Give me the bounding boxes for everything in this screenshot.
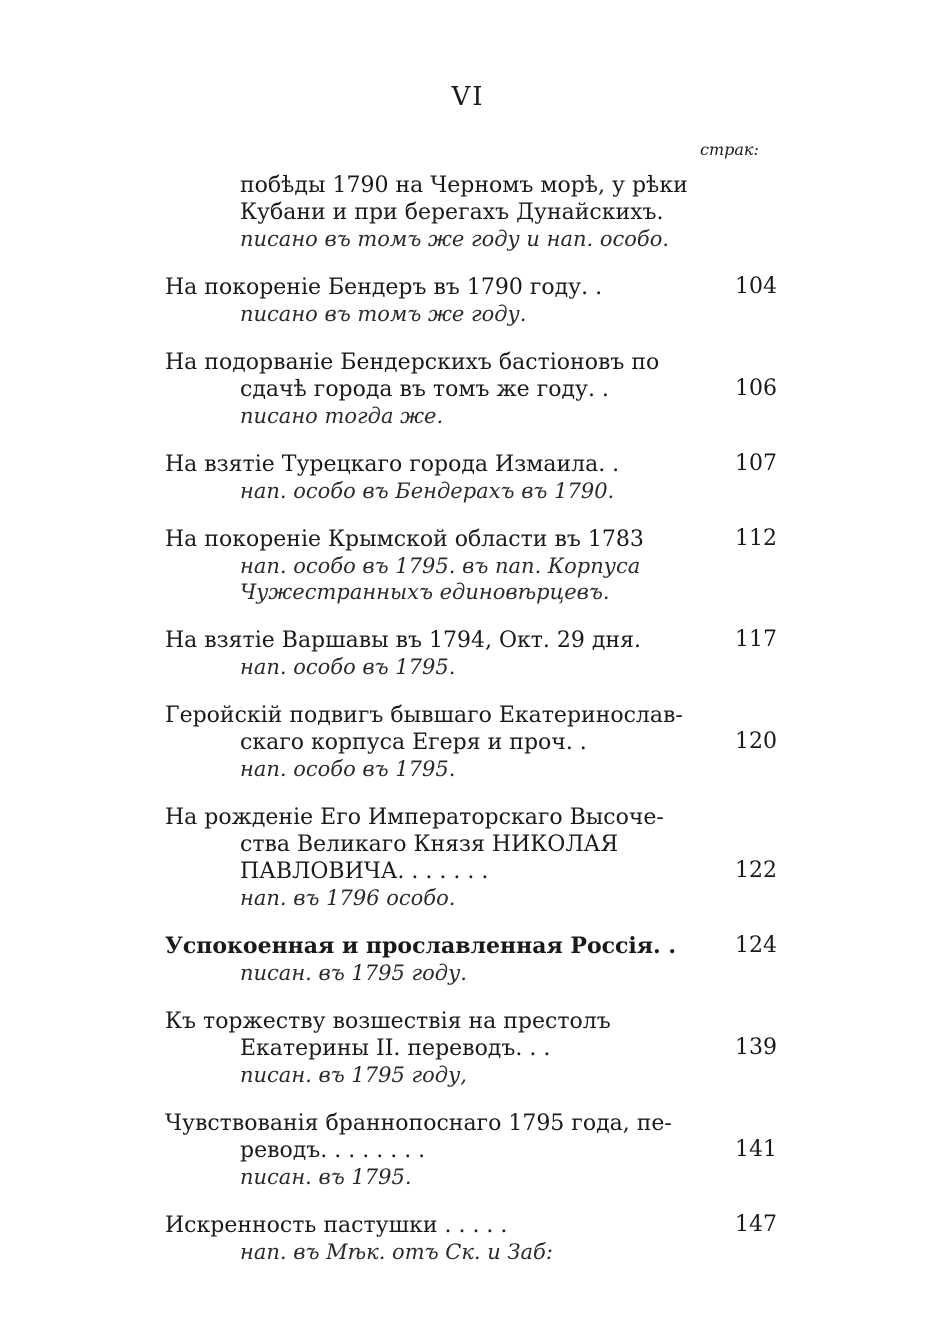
entry-note: нап. въ 1796 особо. <box>240 886 456 910</box>
toc-entry <box>165 933 777 986</box>
entry-title-line: На покореніе Бендеръ въ 1790 году. . <box>165 275 603 300</box>
entry-title <box>165 274 777 301</box>
entry-page-number: 141 <box>735 1137 777 1162</box>
entry-title <box>165 526 777 553</box>
entry-title-line: На рожденіе Его Императорскаго Высоче- <box>165 805 664 830</box>
entry-page-number: 120 <box>735 729 777 754</box>
entry-title-line: сдачѣ города въ томъ же году. . <box>240 377 609 402</box>
toc-entry <box>165 274 777 327</box>
entry-title <box>165 702 777 756</box>
toc-entry <box>165 451 777 504</box>
entry-title-line: На взятіе Варшавы въ 1794, Окт. 29 дня. <box>165 628 641 653</box>
entry-title <box>165 349 777 403</box>
entry-page-number: 117 <box>735 627 777 652</box>
entry-page-number: 122 <box>735 858 777 883</box>
entry-note: писан. въ 1795. <box>240 1165 412 1189</box>
toc-entry <box>165 627 777 680</box>
entry-title-line: Успокоенная и прославленная Россія. . <box>165 933 677 959</box>
entry-note: писан. въ 1795 году, <box>240 1063 467 1087</box>
entry-title-line: Чувствованія браннопоснаго 1795 года, пе- <box>165 1111 672 1136</box>
entry-title-line: Кубани и при берегахъ Дунайскихъ. <box>240 200 664 225</box>
entry-note: нап. особо въ 1795. <box>240 757 456 781</box>
entry-title-line: На покореніе Крымской области въ 1783 <box>165 527 644 552</box>
entry-page-number: 139 <box>735 1035 777 1060</box>
toc-entry <box>165 804 777 911</box>
entry-title-line: Геройскій подвигъ бывшаго Екатеринослав- <box>165 703 683 728</box>
entry-note: писано въ томъ же году. <box>240 302 527 326</box>
toc-entry <box>165 1008 777 1088</box>
entry-title <box>165 933 777 960</box>
entry-title-line: На взятіе Турецкаго города Измаила. . <box>165 452 620 477</box>
toc-entry <box>165 1110 777 1190</box>
entry-note: писано въ томъ же году и нап. особо. <box>240 227 670 251</box>
entry-title-line: побѣды 1790 на Черномъ морѣ, у рѣки <box>240 173 688 198</box>
entry-page-number: 104 <box>735 274 777 299</box>
entry-note: нап. особо въ Бендерахъ въ 1790. <box>240 479 615 503</box>
entry-title-line: Искренность пастушки . . . . . <box>165 1213 508 1238</box>
toc-entry <box>165 526 777 605</box>
toc-entry <box>165 349 777 429</box>
entry-note: писан. въ 1795 году. <box>240 961 467 985</box>
entry-page-number: 107 <box>735 451 777 476</box>
entry-title <box>165 627 777 654</box>
entry-note: нап. особо въ 1795. въ пап. Корпуса Чужестранныхъ единовѣрцевъ. <box>240 554 641 604</box>
entry-page-number: 147 <box>735 1212 777 1237</box>
entry-note: нап. особо въ 1795. <box>240 655 456 679</box>
table-of-contents <box>165 172 777 1287</box>
page-number: VI <box>451 82 485 112</box>
entry-title-line: Къ торжеству возшествія на престолъ <box>165 1009 611 1034</box>
entry-note: писано тогда же. <box>240 404 444 428</box>
entry-page-number: 124 <box>735 933 777 958</box>
page-column-label: страк: <box>700 140 759 159</box>
entry-title-line: На подорваніе Бендерскихъ бастіоновъ по <box>165 350 660 375</box>
entry-page-number: 112 <box>735 526 777 551</box>
entry-title <box>165 1110 777 1164</box>
entry-title-line: скаго корпуса Егеря и проч. . <box>240 730 587 755</box>
entry-title <box>165 1212 777 1239</box>
entry-title-line: ства Великаго Князя НИКОЛАЯ <box>240 832 619 857</box>
entry-title <box>165 451 777 478</box>
entry-title <box>165 172 777 226</box>
entry-note: нап. въ Мѣк. отъ Ск. и Заб: <box>240 1240 553 1264</box>
entry-title-line: Екатерины II. переводъ. . . <box>240 1036 551 1061</box>
entry-page-number: 106 <box>735 376 777 401</box>
toc-entry <box>165 702 777 782</box>
toc-entry <box>165 1212 777 1265</box>
entry-title-line: ПАВЛОВИЧА. . . . . . . <box>240 859 489 884</box>
entry-title <box>165 1008 777 1062</box>
entry-title <box>165 804 777 885</box>
toc-entry <box>165 172 777 252</box>
entry-title-line: реводъ. . . . . . . . <box>240 1138 426 1163</box>
